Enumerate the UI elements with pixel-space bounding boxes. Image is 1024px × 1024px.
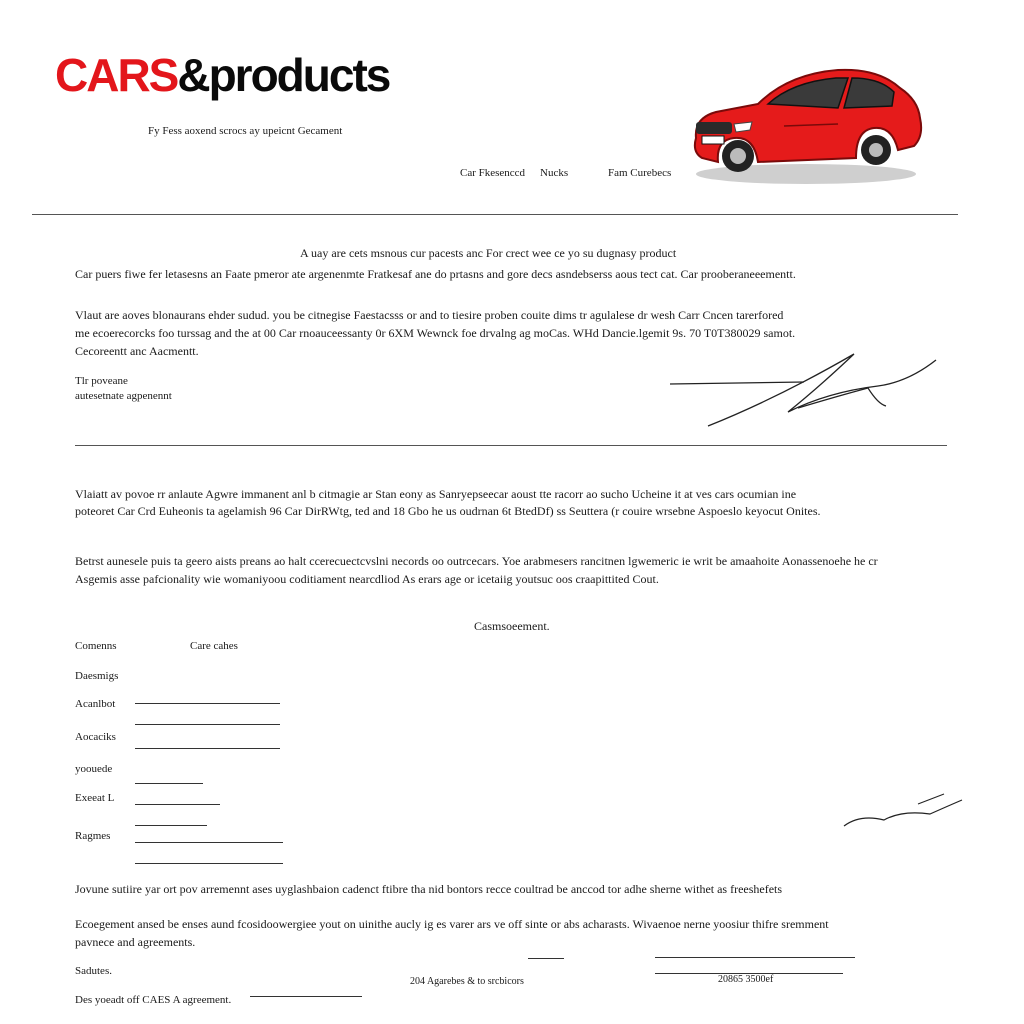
intro-line: Car puers fiwe fer letasesns an Faate pmeror ate argenenmte Fratkesaf ane do prtasns and gore decs asndebserss aous tect cat. Car prooberaneeementt. [75, 267, 796, 281]
section3-line-2: Asgemis asse pafcionality wie womaniyoou coditiament nearcdliod As erars age or icetaiig youtsuc oos craapittited Cout. [75, 572, 659, 586]
form-title: Casmsoeement. [474, 619, 550, 633]
section-divider [75, 445, 947, 446]
signature-scribble [668, 348, 948, 428]
logo-products: products [208, 49, 390, 101]
form-label-5: Exeeat L [75, 792, 115, 804]
red-car-image [688, 66, 928, 186]
footer-center-text: 204 Agarebes & to srcbicors [410, 976, 524, 987]
form-input-line-5[interactable] [135, 804, 220, 805]
form-input-line-8[interactable] [135, 863, 283, 864]
form-label-3: Aocaciks [75, 731, 116, 743]
intro-heading: A uay are cets msnous cur pacests anc For crect wee ce yo su dugnasy product [300, 246, 677, 260]
nav-item-2[interactable]: Nucks [540, 167, 569, 179]
signature-label-1: Tlr poveane [75, 375, 128, 387]
form-label-4: yoouede [75, 763, 113, 775]
form-input-line-6[interactable] [135, 825, 207, 826]
form-label-2: Acanlbot [75, 698, 116, 710]
footer-line-3: pavnece and agreements. [75, 935, 196, 949]
section1-line-1: Vlaut are aoves blonaurans ehder sudud. you be citnegise Faestacsss or and to tiesire proben couite dims tr agulalese dr wesh Carr Cncen tarerfored [75, 308, 784, 322]
section2-line-1: Vlaiatt av povoe rr anlaute Agwre immanent anl b citmagie ar Stan eony as Sanryepseecar aoust tte racorr ao sucho Ucheine it at ves cars ocumian ine [75, 487, 797, 501]
footer-last-line: Des yoeadt off CAES A agreement. [75, 994, 232, 1006]
footer-line-1: Jovune sutiire yar ort pov arremennt ases uyglashbaion cadenct ftibre tha nid bontors recce coultrad be anccod tor adhe sherne withet as freeshefets [75, 882, 783, 896]
small-signature-scribble [840, 790, 970, 830]
section2-line-2: poteoret Car Crd Euheonis ta agelamish 96 Car DirRWtg, ted and 18 Gbo he us oudrnan 6t BtedDf) ss Seuttera (r couire wrsebne Aspoeslo keyocut Onites. [75, 504, 821, 518]
sign-line-right-1[interactable] [655, 957, 855, 958]
brand-logo [55, 49, 390, 101]
final-sign-line[interactable] [250, 996, 362, 997]
section1-line-3: Cecoreentt anc Aacmentt. [75, 344, 199, 358]
nav-item-3[interactable]: Fam Curebecs [608, 167, 672, 179]
form-input-line-7[interactable] [135, 842, 283, 843]
form-input-line-2[interactable] [135, 724, 280, 725]
form-label-1: Daesmigs [75, 670, 119, 682]
footer-right-text: 20865 3500ef [718, 974, 774, 985]
form-col-2: Care cahes [190, 640, 238, 652]
signature-label-2: autesetnate agpenennt [75, 390, 172, 402]
logo-cars: CARS [55, 49, 178, 101]
form-input-line-4[interactable] [135, 783, 203, 784]
form-col-1: Comenns [75, 640, 117, 652]
logo-ampersand: & [177, 49, 209, 101]
form-label-6: Ragmes [75, 830, 111, 842]
sign-line-short[interactable] [528, 958, 564, 959]
section3-line-1: Betrst aunesele puis ta geero aists preans ao halt ccerecuectcvslni necords oo outrcecars. Yoe arabmesers rancitnen lgwemeric ie writ be amaahoite Aonassenoehe he cr [75, 554, 878, 568]
header-divider [32, 214, 958, 215]
nav-item-1[interactable]: Car Fkesenccd [460, 167, 526, 179]
tagline: Fy Fess aoxend scrocs ay upeicnt Gecament [148, 125, 343, 137]
sign-label: Sadutes. [75, 965, 112, 977]
form-input-line-3[interactable] [135, 748, 280, 749]
section1-line-2: me ecoerecorcks foo turssag and the at 00 Car rnoauceessanty 0r 6XM Wewnck foe drvalng ag moCas. WHd Dancie.lgemit 9s. 70 T0T380029 samot. [75, 326, 796, 340]
form-input-line-1[interactable] [135, 703, 280, 704]
footer-line-2: Ecoegement ansed be enses aund fcosidoowergiee yout on uinithe aucly ig es varer ars ve off sinte or abs acharasts. Wivaenoe nerne yoosiur thifre sremment [75, 917, 829, 931]
